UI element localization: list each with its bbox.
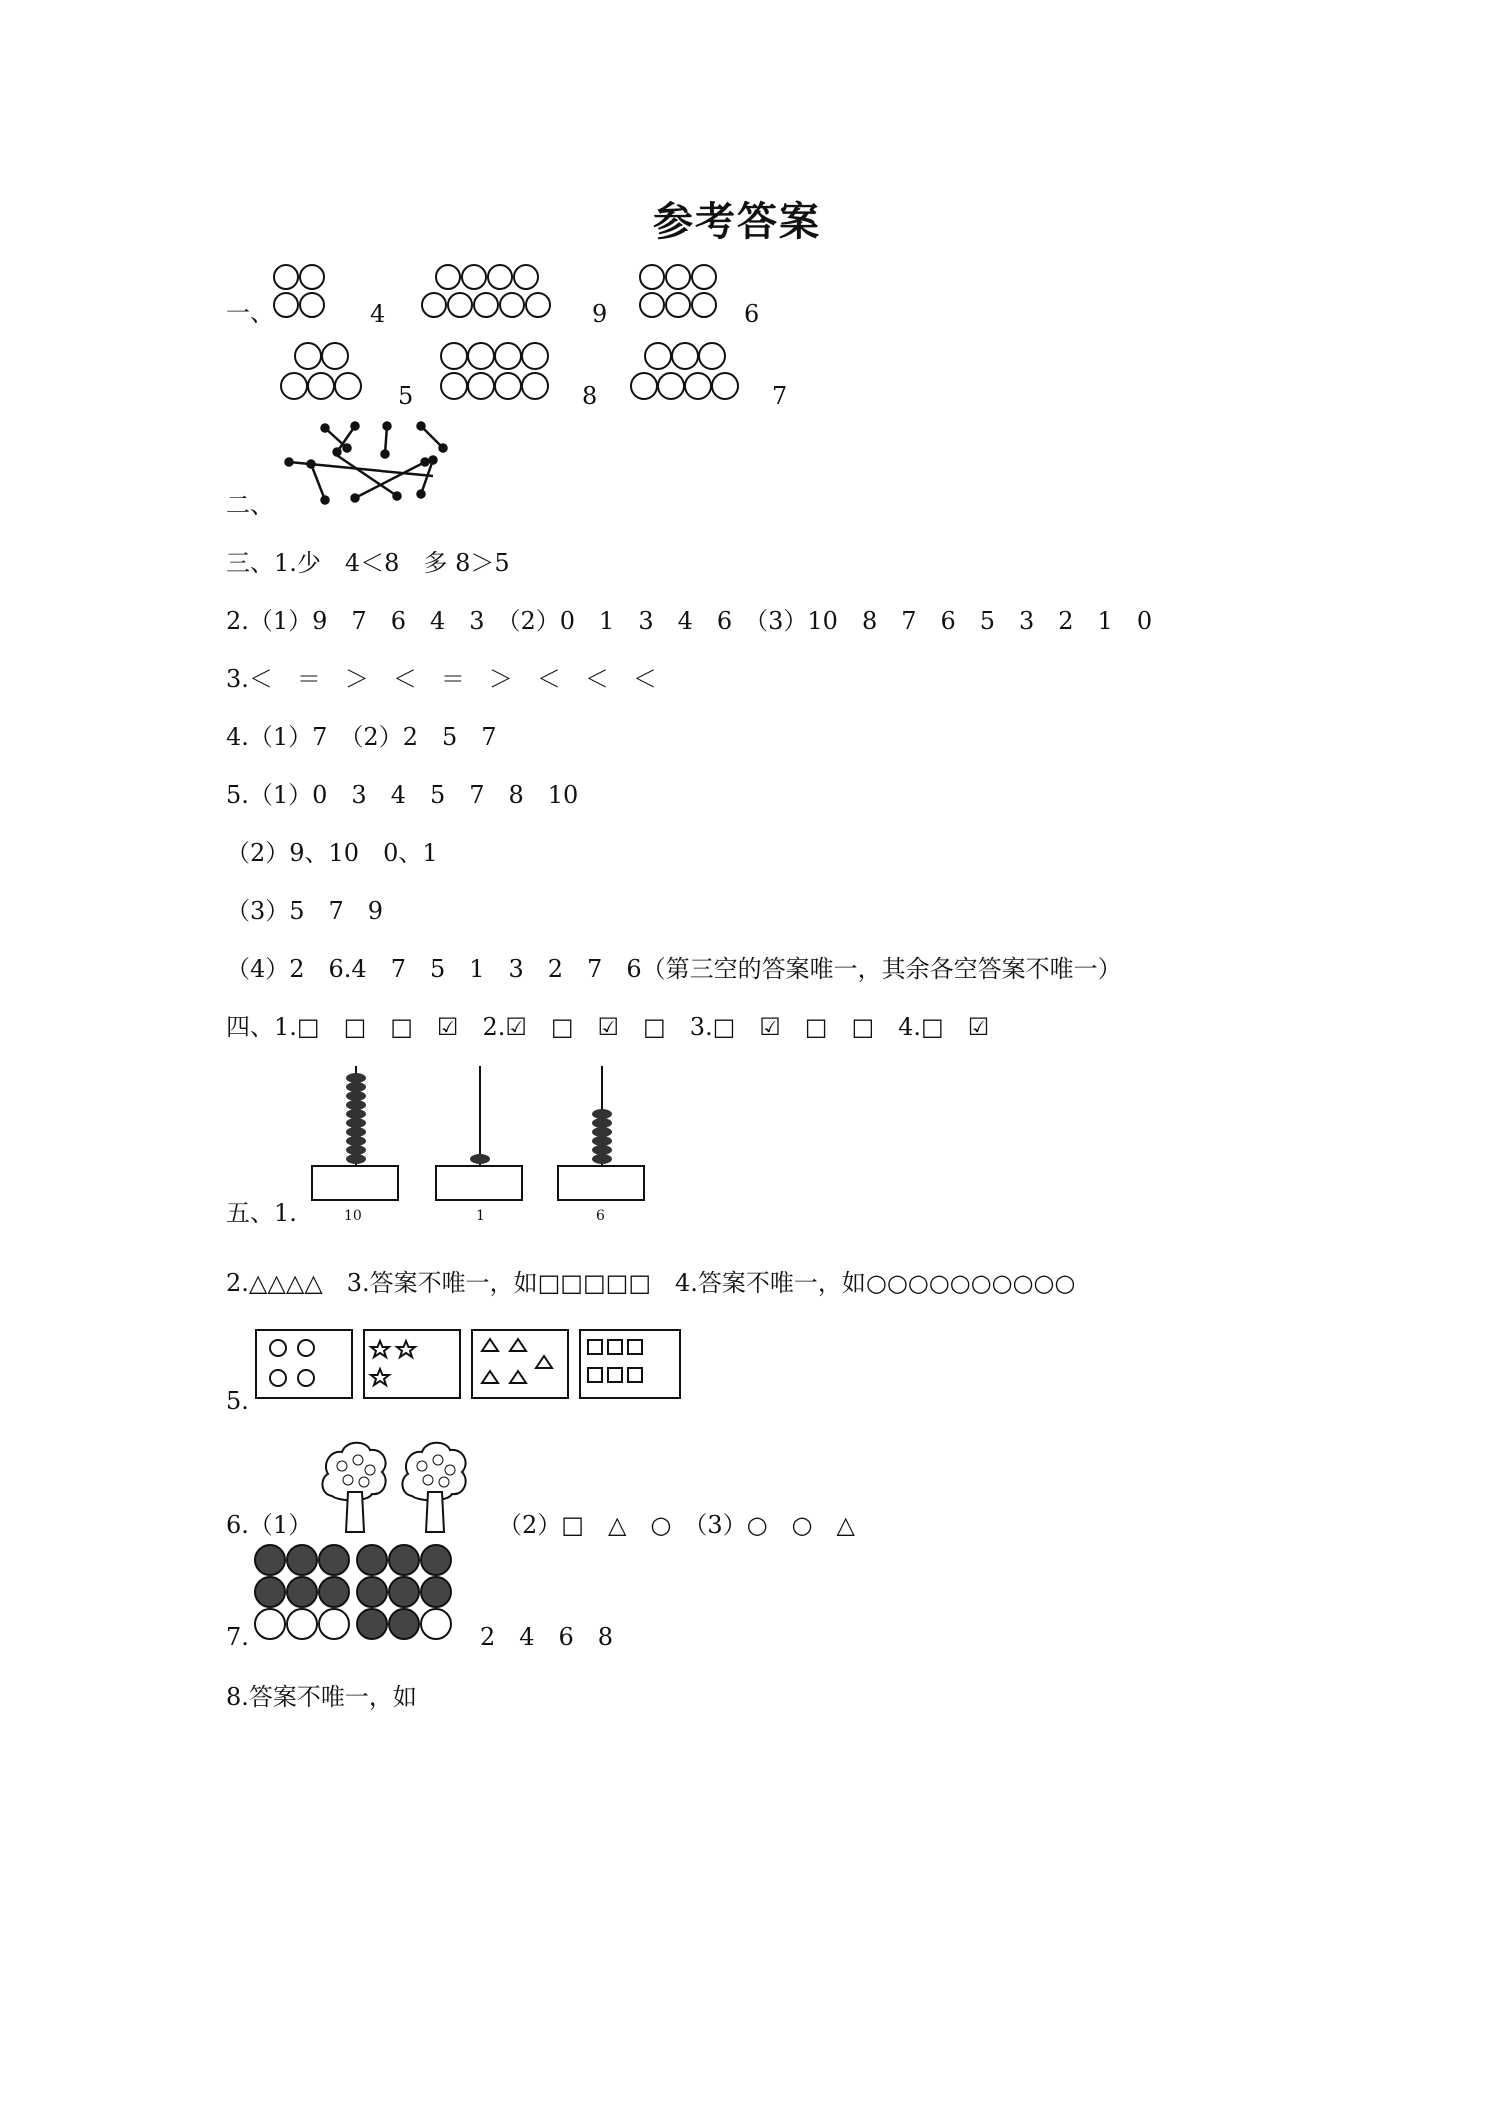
- count-3: 6: [744, 300, 760, 328]
- abacus-1: [434, 1066, 526, 1206]
- abacus-6: [556, 1066, 648, 1206]
- count-1: 4: [370, 300, 386, 328]
- matching-lines-diagram: [285, 418, 465, 508]
- s4-line: 四、1.□ □ □ ☑ 2.☑ □ ☑ □ 3.□ ☑ □ □ 4.□ ☑: [226, 1013, 990, 1041]
- dot-grid-right: [356, 1544, 456, 1644]
- abacus-10: [310, 1066, 402, 1206]
- s3-q5-1: 5.（1）0 3 4 5 7 8 10: [226, 781, 579, 809]
- tree-icon-2: [398, 1436, 472, 1536]
- circle-group-8: [438, 340, 568, 402]
- count-2: 9: [592, 300, 608, 328]
- circle-group-6: [636, 262, 736, 322]
- s3-q5-3: （3）5 7 9: [226, 897, 384, 925]
- circle-group-4: [270, 262, 350, 322]
- s5-q7-answer: 2 4 6 8: [480, 1623, 614, 1651]
- section1-label: 一、: [226, 299, 274, 327]
- s3-q5-4: （4）2 6.4 7 5 1 3 2 7 6（第三空的答案唯一，其余各空答案不唯一）: [226, 955, 1122, 983]
- dot-grid-left: [254, 1544, 354, 1644]
- circle-group-5: [278, 340, 378, 402]
- tree-icon-1: [318, 1436, 392, 1536]
- abacus-value-1: 10: [344, 1208, 362, 1224]
- section2-label: 二、: [226, 491, 274, 519]
- s3-q1: 三、1.少 4＜8 多 8＞5: [226, 549, 510, 577]
- abacus-value-2: 1: [476, 1208, 485, 1224]
- s5-q6-label: 6.（1）: [226, 1511, 313, 1539]
- s5-q8: 8.答案不唯一，如: [226, 1683, 417, 1711]
- s3-q5-2: （2）9、10 0、1: [226, 839, 438, 867]
- count-5: 8: [582, 382, 598, 410]
- circle-group-7: [628, 340, 758, 402]
- abacus-value-3: 6: [596, 1208, 605, 1224]
- s3-q3: 3.＜ ＝ ＞ ＜ ＝ ＞ ＜ ＜ ＜: [226, 665, 657, 693]
- s5-q7-label: 7.: [226, 1623, 249, 1651]
- s5-q1-label: 五、1.: [226, 1199, 297, 1227]
- s5-q2-line: 2.△△△△ 3.答案不唯一，如□□□□□ 4.答案不唯一，如○○○○○○○○○○: [226, 1269, 1076, 1297]
- page-title: 参考答案: [653, 198, 821, 245]
- shape-boxes: [254, 1328, 684, 1402]
- s3-q2: 2.（1）9 7 6 4 3 （2）0 1 3 4 6 （3）10 8 7 6 5 3 2 1 0: [226, 607, 1153, 635]
- circle-group-9: [420, 262, 570, 322]
- count-6: 7: [772, 382, 788, 410]
- s5-q6-rest: （2）□ △ ○ （3）○ ○ △: [498, 1511, 855, 1539]
- s5-q5-label: 5.: [226, 1387, 249, 1415]
- s3-q4: 4.（1）7 （2）2 5 7: [226, 723, 497, 751]
- count-4: 5: [398, 382, 414, 410]
